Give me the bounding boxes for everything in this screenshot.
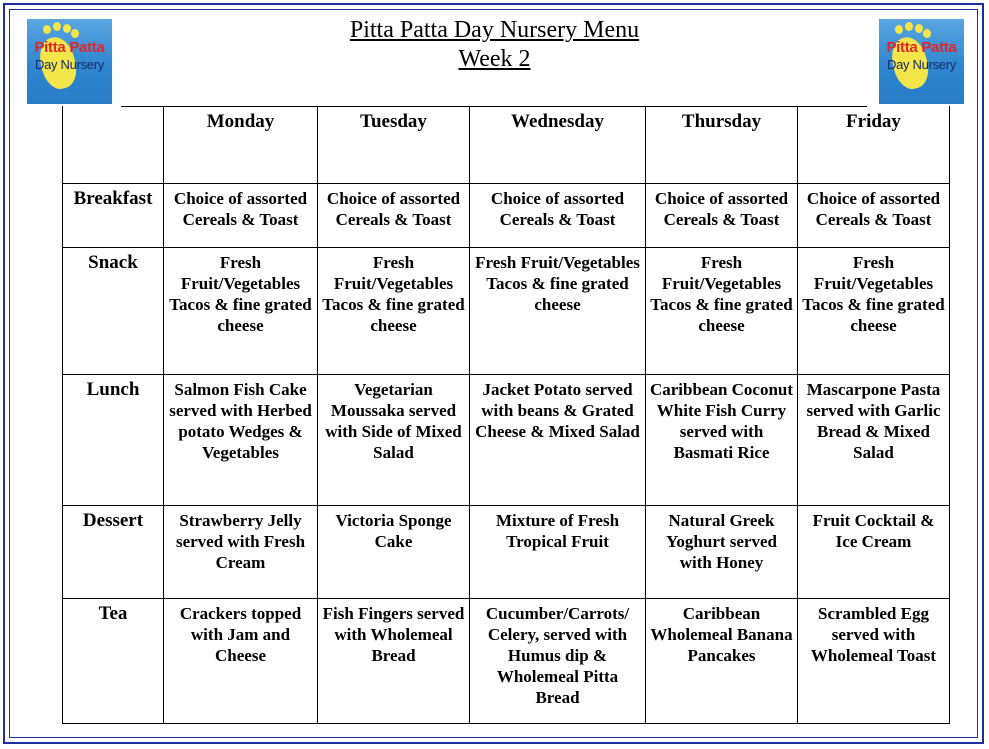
- menu-cell: Caribbean Coconut White Fish Curry served with Basmati Rice: [646, 374, 798, 505]
- menu-cell: Cucumber/Carrots/ Celery, served with Humus dip & Wholemeal Pitta Bread: [470, 598, 646, 723]
- table-row: [63, 374, 950, 505]
- page-subtitle: Week 2: [458, 46, 531, 72]
- meal-label: Dessert: [63, 505, 164, 598]
- day-header: Monday: [164, 106, 318, 183]
- menu-cell: Caribbean Wholemeal Banana Pancakes: [646, 598, 798, 723]
- menu-cell: Choice of assorted Cereals & Toast: [164, 183, 318, 247]
- menu-cell: Choice of assorted Cereals & Toast: [318, 183, 470, 247]
- menu-cell: Crackers topped with Jam and Cheese: [164, 598, 318, 723]
- meal-label: Snack: [63, 247, 164, 374]
- menu-cell: Victoria Sponge Cake: [318, 505, 470, 598]
- logo-text-line2: Day Nursery: [887, 57, 956, 72]
- menu-cell: Strawberry Jelly served with Fresh Cream: [164, 505, 318, 598]
- menu-cell: Fresh Fruit/Vegetables Tacos & fine grated cheese: [318, 247, 470, 374]
- day-header: Wednesday: [470, 106, 646, 183]
- menu-cell: Scrambled Egg served with Wholemeal Toast: [798, 598, 950, 723]
- menu-cell: Fruit Cocktail & Ice Cream: [798, 505, 950, 598]
- logo-left: [27, 19, 112, 104]
- logo-text-line1: Pitta Patta: [886, 39, 957, 56]
- table-row: [63, 183, 950, 247]
- day-header: Tuesday: [318, 106, 470, 183]
- meal-label: Tea: [63, 598, 164, 723]
- menu-cell: Vegetarian Moussaka served with Side of Mixed Salad: [318, 374, 470, 505]
- table-header-row: [63, 106, 950, 183]
- logo-text-line1: Pitta Patta: [34, 39, 105, 56]
- page-title: Pitta Patta Day Nursery Menu: [349, 17, 640, 43]
- logo-right: [879, 19, 964, 104]
- menu-cell: Natural Greek Yoghurt served with Honey: [646, 505, 798, 598]
- meal-label: Lunch: [63, 374, 164, 505]
- table-row: [63, 247, 950, 374]
- menu-cell: Fresh Fruit/Vegetables Tacos & fine grated cheese: [164, 247, 318, 374]
- day-header: Friday: [798, 106, 950, 183]
- menu-cell: Mascarpone Pasta served with Garlic Bread & Mixed Salad: [798, 374, 950, 505]
- menu-cell: Choice of assorted Cereals & Toast: [470, 183, 646, 247]
- menu-cell: Choice of assorted Cereals & Toast: [646, 183, 798, 247]
- menu-cell: Salmon Fish Cake served with Herbed potato Wedges & Vegetables: [164, 374, 318, 505]
- menu-cell: Fresh Fruit/Vegetables Tacos & fine grated cheese: [798, 247, 950, 374]
- meal-label: Breakfast: [63, 183, 164, 247]
- table-row: [63, 598, 950, 723]
- menu-cell: Choice of assorted Cereals & Toast: [798, 183, 950, 247]
- table-row: [63, 505, 950, 598]
- menu-table: [62, 106, 950, 724]
- menu-cell: Mixture of Fresh Tropical Fruit: [470, 505, 646, 598]
- menu-cell: Fish Fingers served with Wholemeal Bread: [318, 598, 470, 723]
- day-header: Thursday: [646, 106, 798, 183]
- menu-cell: Fresh Fruit/Vegetables Tacos & fine grated cheese: [470, 247, 646, 374]
- corner-cell: [63, 106, 164, 183]
- menu-cell: Fresh Fruit/Vegetables Tacos & fine grated cheese: [646, 247, 798, 374]
- logo-text-line2: Day Nursery: [35, 57, 104, 72]
- menu-cell: Jacket Potato served with beans & Grated Cheese & Mixed Salad: [470, 374, 646, 505]
